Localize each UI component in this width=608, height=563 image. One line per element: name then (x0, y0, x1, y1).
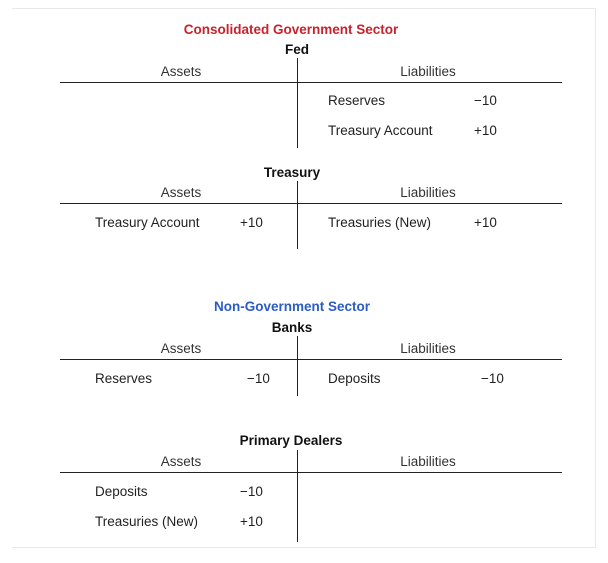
banks-liability-change: −10 (481, 371, 504, 386)
treasury-liability-item: Treasuries (New) (328, 215, 432, 230)
government-sector-title: Consolidated Government Sector (183, 22, 399, 37)
treasury-vertical-rule (297, 181, 298, 249)
banks-asset-change: −10 (247, 371, 270, 386)
primary-dealers-vertical-rule (297, 450, 298, 542)
banks-horizontal-rule (60, 359, 562, 360)
banks-liability-item: Deposits (328, 371, 381, 386)
banks-liabilities-header: Liabilities (400, 341, 456, 356)
fed-liability-item: Treasury Account (328, 123, 433, 138)
fed-liabilities-header: Liabilities (400, 64, 456, 79)
fed-horizontal-rule (60, 82, 562, 83)
fed-title: Fed (284, 42, 310, 57)
treasury-liability-change: +10 (474, 215, 497, 230)
fed-liability-change: −10 (474, 93, 497, 108)
primary-dealers-asset-change: −10 (240, 484, 263, 499)
banks-vertical-rule (297, 336, 298, 396)
fed-liability-item: Reserves (328, 93, 386, 108)
treasury-liabilities-header: Liabilities (400, 185, 456, 200)
non-government-sector-title: Non-Government Sector (213, 299, 371, 314)
primary-dealers-asset-change: +10 (240, 514, 263, 529)
banks-title: Banks (271, 320, 313, 335)
primary-dealers-asset-item: Deposits (95, 484, 148, 499)
fed-assets-header: Assets (160, 64, 202, 79)
fed-vertical-rule (297, 58, 298, 148)
treasury-asset-item: Treasury Account (95, 215, 200, 230)
banks-asset-item: Reserves (95, 371, 153, 386)
primary-dealers-horizontal-rule (60, 472, 562, 473)
primary-dealers-title: Primary Dealers (239, 433, 343, 448)
fed-liability-change: +10 (474, 123, 497, 138)
diagram-frame (12, 8, 596, 548)
primary-dealers-asset-item: Treasuries (New) (95, 514, 199, 529)
primary-dealers-liabilities-header: Liabilities (400, 454, 456, 469)
treasury-asset-change: +10 (240, 215, 263, 230)
primary-dealers-assets-header: Assets (160, 454, 202, 469)
treasury-title: Treasury (263, 165, 321, 180)
treasury-horizontal-rule (60, 203, 562, 204)
treasury-assets-header: Assets (160, 185, 202, 200)
banks-assets-header: Assets (160, 341, 202, 356)
